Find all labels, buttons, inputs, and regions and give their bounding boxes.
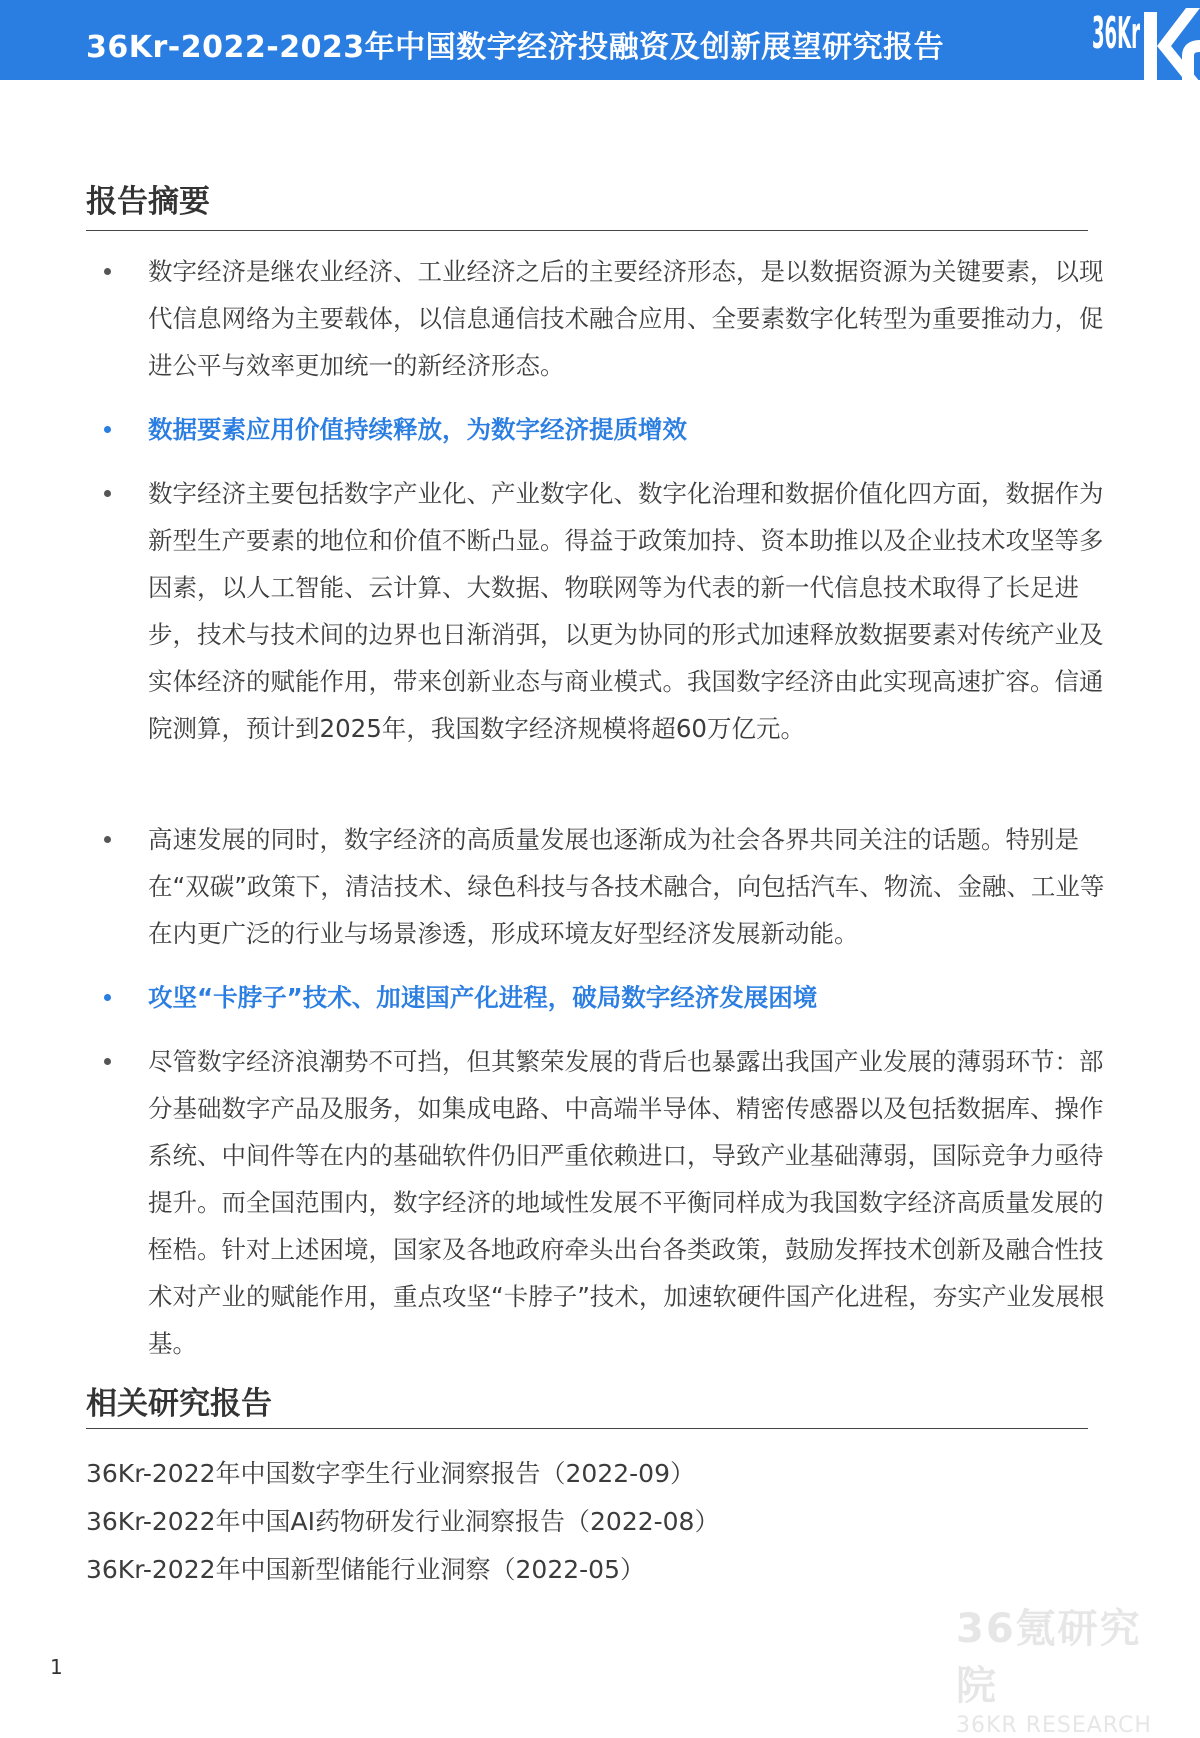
summary-heading: 报告摘要: [86, 184, 210, 220]
logo-text: 36Kr: [1092, 8, 1141, 59]
bullet-marker: [104, 994, 111, 1001]
related-divider: [86, 1428, 1088, 1429]
bullet-text: 尽管数字经济浪潮势不可挡，但其繁荣发展的背后也暴露出我国产业发展的薄弱环节：部分基础数字产品及服务，如集成电路、中高端半导体、精密传感器以及包括数据库、操作系统、中间件等在内的基础软件仍旧严重依赖进口，导致产业基础薄弱，国际竞争力亟待提升。而全国范围内，数字经济的地域性发展不平衡同样成为我国数字经济高质量发展的桎梏。针对上述困境，国家及各地政府牵头出台各类政策，鼓励发挥技术创新及融合性技术对产业的赋能作用，重点攻坚“卡脖子”技术，加速软硬件国产化进程，夯实产业发展根基。: [148, 1047, 1105, 1358]
watermark: [956, 1597, 1176, 1738]
report-title: 36Kr-2022-2023年中国数字经济投融资及创新展望研究报告: [86, 30, 945, 65]
36kr-logo: [1040, 0, 1200, 80]
bullet-marker: [104, 426, 111, 433]
watermark-en: 36KR RESEARCH: [956, 1713, 1152, 1738]
related-report-link[interactable]: 36Kr-2022年中国数字孪生行业洞察报告（2022-09）: [86, 1459, 695, 1488]
bullet-text: 数字经济主要包括数字产业化、产业数字化、数字化治理和数据价值化四方面，数据作为新型生产要素的地位和价值不断凸显。得益于政策加持、资本助推以及企业技术攻坚等多因素，以人工智能、云计算、大数据、物联网等为代表的新一代信息技术取得了长足进步，技术与技术间的边界也日渐消弭，以更为协同的形式加速释放数据要素对传统产业及实体经济的赋能作用，带来创新业态与商业模式。我国数字经济由此实现高速扩容。信通院测算，预计到2025年，我国数字经济规模将超60万亿元。: [148, 479, 1104, 743]
bullet-text: 高速发展的同时，数字经济的高质量发展也逐渐成为社会各界共同关注的话题。特别是在“双碳”政策下，清洁技术、绿色科技与各技术融合，向包括汽车、物流、金融、工业等在内更广泛的行业与场景渗透，形成环境友好型经济发展新动能。: [148, 825, 1105, 948]
related-report-link[interactable]: 36Kr-2022年中国AI药物研发行业洞察报告（2022-08）: [86, 1507, 720, 1536]
bullet-marker: [104, 836, 111, 843]
bullet-marker: [104, 1058, 111, 1065]
related-report-link[interactable]: 36Kr-2022年中国新型储能行业洞察（2022-05）: [86, 1555, 645, 1584]
related-heading: 相关研究报告: [86, 1386, 272, 1422]
bullet-marker: [104, 490, 111, 497]
summary-divider: [86, 230, 1088, 231]
bullet-text: 数字经济是继农业经济、工业经济之后的主要经济形态，是以数据资源为关键要素，以现代信息网络为主要载体，以信息通信技术融合应用、全要素数字化转型为重要推动力，促进公平与效率更加统一的新经济形态。: [148, 257, 1104, 380]
bullet-marker: [104, 268, 111, 275]
bullet-text: 数据要素应用价值持续释放，为数字经济提质增效: [148, 415, 687, 444]
bullet-text: 攻坚“卡脖子”技术、加速国产化进程，破局数字经济发展困境: [148, 983, 818, 1012]
page-number: 1: [50, 1655, 63, 1679]
header-bar: [0, 0, 1200, 80]
watermark-cn: 36氪研究院: [956, 1606, 1142, 1709]
